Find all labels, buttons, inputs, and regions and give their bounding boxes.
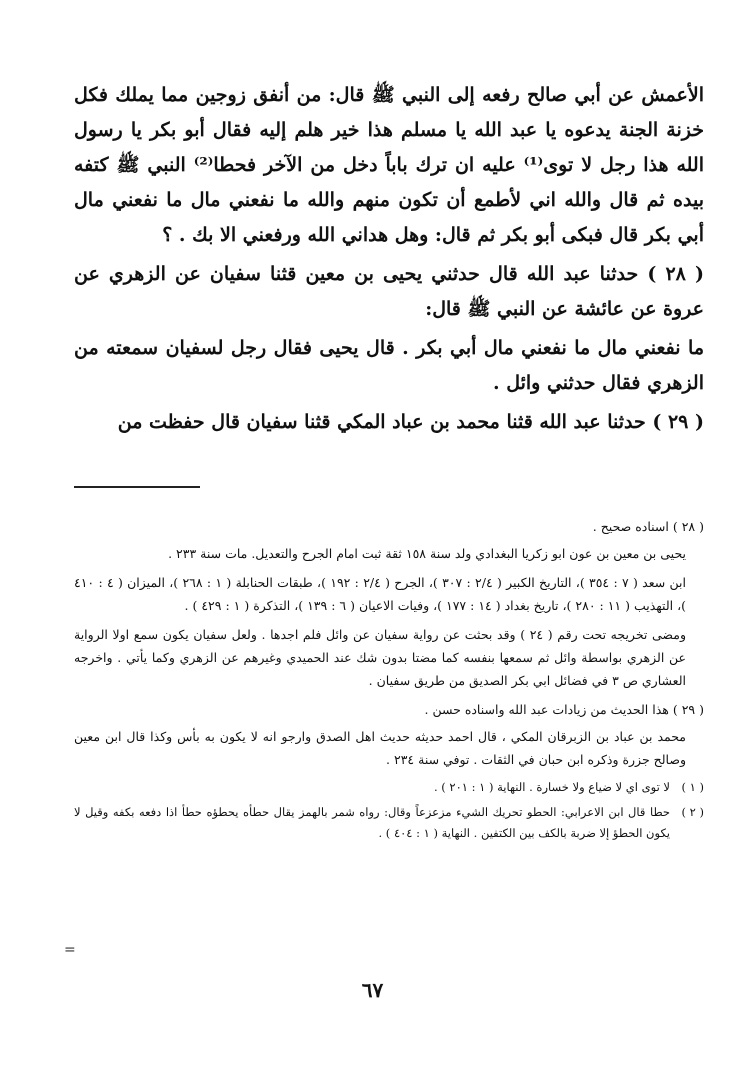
note-29-narrator: محمد بن عباد بن الزبرقان المكي ، قال احمد حديثه حديث اهل الصدق وارجو انه لا يكون به بأس وكذا قال ابن معين وصالح جزرة وذكره ابن حبان في الثقات . توفي سنة ٢٣٤ .: [74, 729, 686, 767]
main-paragraph-1: الأعمش عن أبي صالح رفعه إلى النبي ﷺ قال: من أنفق زوجين مما يملك فكل خزنة الجنة يدعوه يا عبد الله يا مسلم هذا خير هلم إليه فقال أبو بكر يا رسول الله هذا رجل لا توى⁽¹⁾ عليه ان ترك باباً دخل من الآخر فحطا⁽²⁾ النبي ﷺ كتفه بيده ثم قال والله اني لأطمع أن تكون منهم والله ما نفعني مال ما نفعني مال أبي بكر قال فبكى أبو بكر ثم قال: وهل هداني الله ورفعني الا بك . ؟: [74, 84, 705, 246]
footnote-text: حطا قال ابن الاعرابي: الحطو تحريك الشيء مزعزعاً وقال: رواه شمر بالهمز يقال حطأه يحطؤه حطأ اذا دفعه بكفه وقيل لا يكون الحطؤ إلا ضربة بالكف بين الكتفين . النهاية ( ١ : ٤٠٤ ) .: [74, 805, 670, 840]
note-29-header: ( ٢٩ ) هذا الحديث من زيادات عبد الله واسناده حسن .: [424, 702, 704, 717]
main-text: [74, 78, 704, 444]
margin-mark: =: [64, 942, 76, 958]
page-number: ٦٧: [361, 978, 384, 1002]
hadith-28-matn: ما نفعني مال ما نفعني مال أبي بكر . قال يحيى فقال رجل لسفيان سمعته من الزهري فقال حدثني وائل .: [74, 337, 704, 394]
note-28-sources: ابن سعد ( ٧ : ٣٥٤ )، التاريخ الكبير ( ٢/٤ : ٣٠٧ )، الجرح ( ٢/٤ : ١٩٢ )، طبقات الحنابلة ( ١ : ٢٦٨ )، الميزان ( ٤ : ٤١٠ )، التهذيب ( ١١ : ٢٨٠ )، تاريخ بغداد ( ١٤ : ١٧٧ )، وفيات الاعيان ( ٦ : ١٣٩ )، التذكرة ( ١ : ٤٢٩ ) .: [74, 575, 686, 613]
footnote-2: [74, 802, 704, 844]
hadith-28-paragraph: ( ٢٨ ) حدثنا عبد الله قال حدثني يحيى بن معين قثنا سفيان عن الزهري عن عروة عن عائشة عن النبي ﷺ قال:: [74, 263, 704, 320]
footnote-number: ( ٢ ): [681, 805, 704, 819]
footnote-divider: [74, 486, 200, 488]
footnote-1: [74, 777, 704, 798]
note-28-narrator: يحيى بن معين بن عون ابو زكريا البغدادي ولد سنة ١٥٨ ثقة ثبت امام الجرح والتعديل. مات سنة ٢٣٣ .: [168, 546, 686, 561]
footnote-number: ( ١ ): [681, 780, 704, 794]
note-28-takhrij: ومضى تخريجه تحت رقم ( ٢٤ ) وقد بحثت عن رواية سفيان عن وائل فلم اجدها . ولعل سفيان يكون سمع اولا الرواية عن الزهري بواسطة وائل ثم سمعها بنفسه كما مضتا بدون شك عند الحميدي وغيرهم عن الزهري وكما يأتي . واخرجه العشاري ص ٣ في فضائل ابي بكر الصديق من طريق سفيان .: [74, 627, 686, 688]
footnote-text: لا توى اي لا ضياع ولا خسارة . النهاية ( ١ : ٢٠١ ) .: [433, 780, 670, 794]
note-28-header: ( ٢٨ ) اسناده صحيح .: [592, 519, 704, 534]
notes-section: [74, 515, 704, 848]
hadith-29-paragraph: ( ٢٩ ) حدثنا عبد الله قثنا محمد بن عباد المكي قثنا سفيان قال حفظت من: [117, 411, 704, 433]
